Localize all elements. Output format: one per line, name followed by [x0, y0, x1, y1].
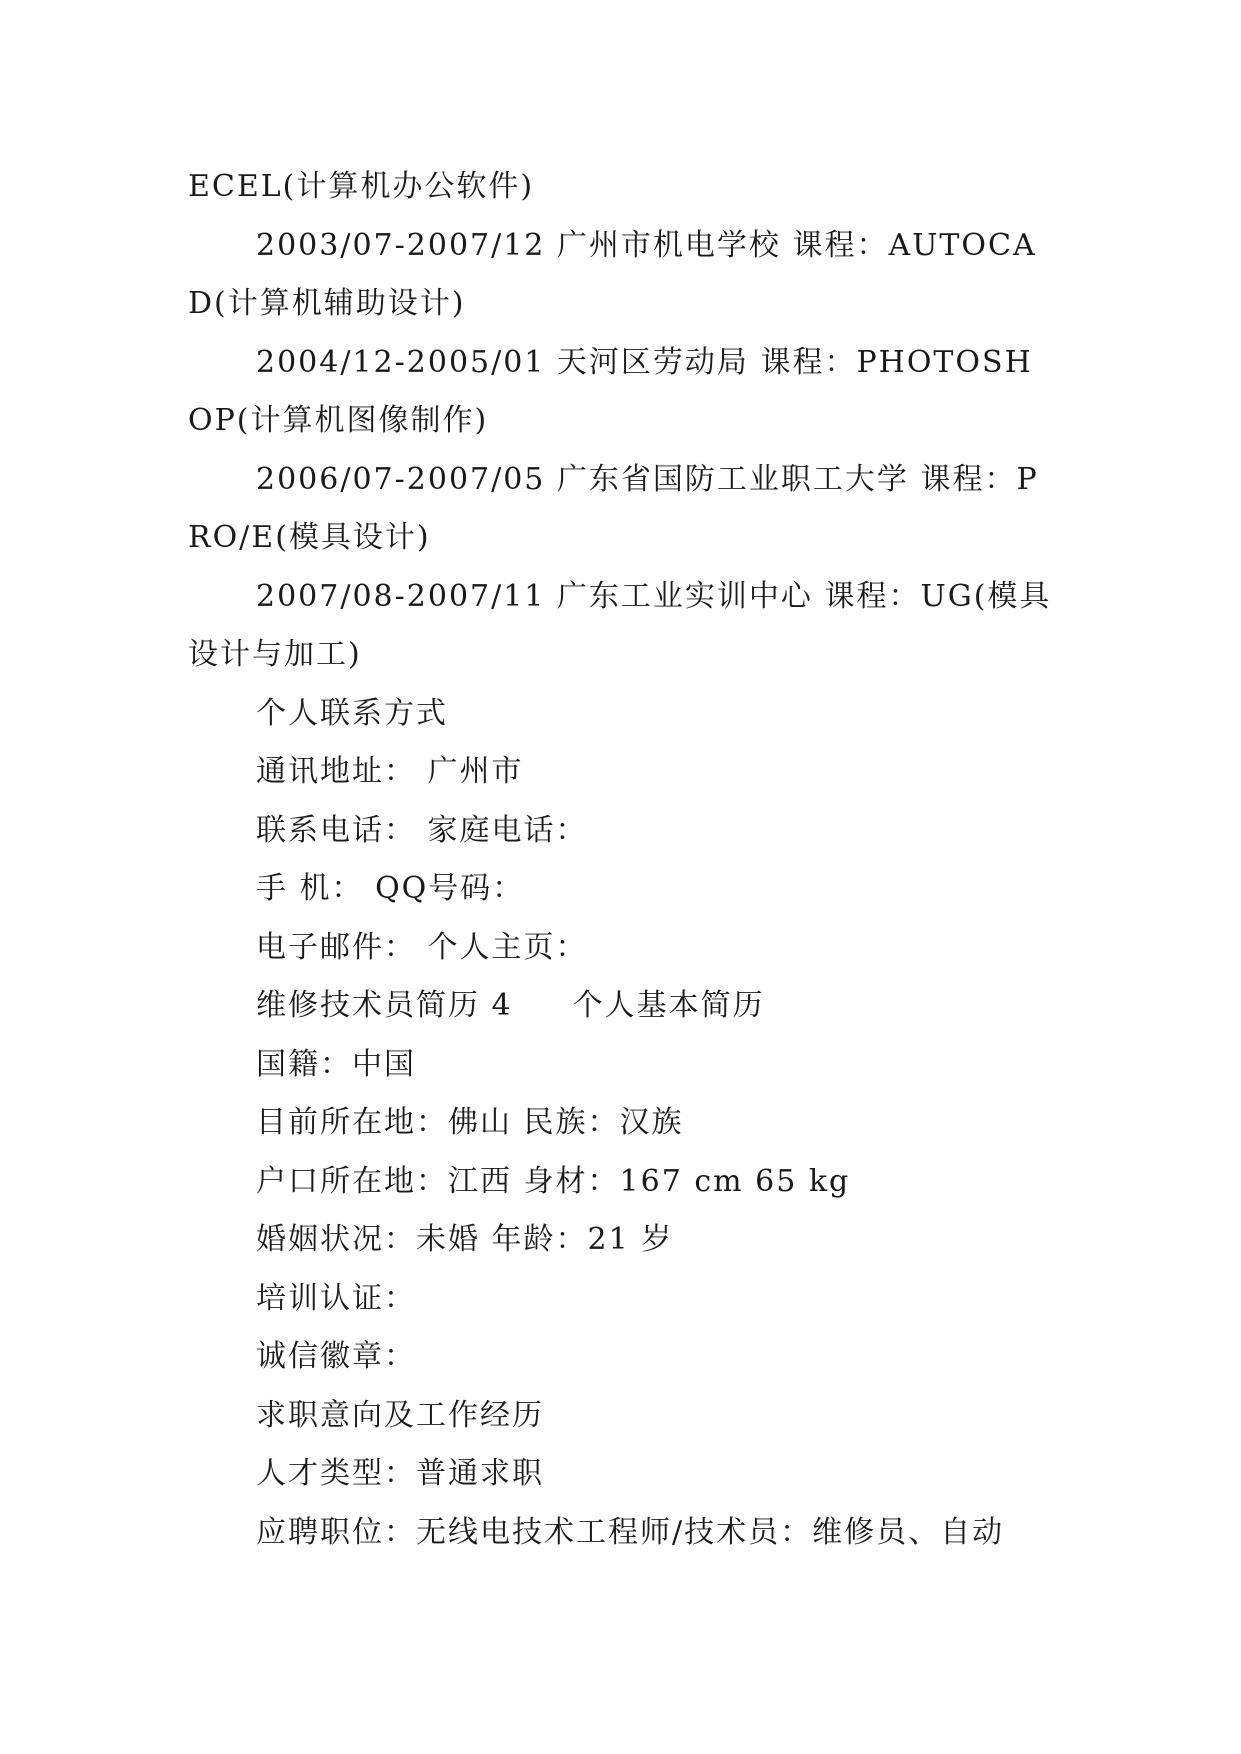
info-marital-age: 婚姻状况：未婚 年龄：21 岁: [256, 1222, 674, 1257]
info-nationality: 国籍：中国: [256, 1046, 416, 1082]
training-entry-proe: 2006/07-2007/05 广东省国防工业职工大学 课程：PRO/E(模具设计): [188, 461, 1039, 555]
text-line: ECEL(计算机办公软件): [188, 169, 535, 204]
section-heading-contact: 个人联系方式: [256, 695, 448, 731]
resume-title: 维修技术员简历 4: [256, 988, 513, 1023]
document-body: [188, 158, 1058, 1562]
training-entry-ug: 2007/08-2007/11 广东工业实训中心 课程：UG(模具设计与加工): [188, 578, 1052, 672]
contact-mobile-qq: 手 机： QQ号码：: [256, 871, 525, 906]
info-location-ethnicity: 目前所在地：佛山 民族：汉族: [256, 1105, 684, 1140]
resume-title-line: [188, 977, 1058, 1036]
info-position: 应聘职位：无线电技术工程师/技术员：维修员、自动: [256, 1514, 1005, 1550]
section-heading-job: 求职意向及工作经历: [256, 1397, 544, 1433]
section-heading-basic: 个人基本简历: [572, 988, 765, 1023]
info-hukou-body: 户口所在地：江西 身材：167 cm 65 kg: [256, 1163, 851, 1199]
info-talent-type: 人才类型：普通求职: [256, 1456, 544, 1491]
contact-email-homepage: 电子邮件： 个人主页：: [256, 929, 588, 965]
info-integrity-badge: 诚信徽章：: [256, 1339, 416, 1374]
training-entry-autocad: 2003/07-2007/12 广州市机电学校 课程：AUTOCAD(计算机辅助设计): [188, 227, 1037, 321]
info-certification: 培训认证：: [256, 1280, 416, 1316]
contact-address: 通讯地址： 广州市: [256, 754, 524, 789]
training-entry-photoshop: 2004/12-2005/01 天河区劳动局 课程：PHOTOSHOP(计算机图像制作): [188, 344, 1033, 438]
contact-phone: 联系电话： 家庭电话：: [256, 812, 588, 848]
